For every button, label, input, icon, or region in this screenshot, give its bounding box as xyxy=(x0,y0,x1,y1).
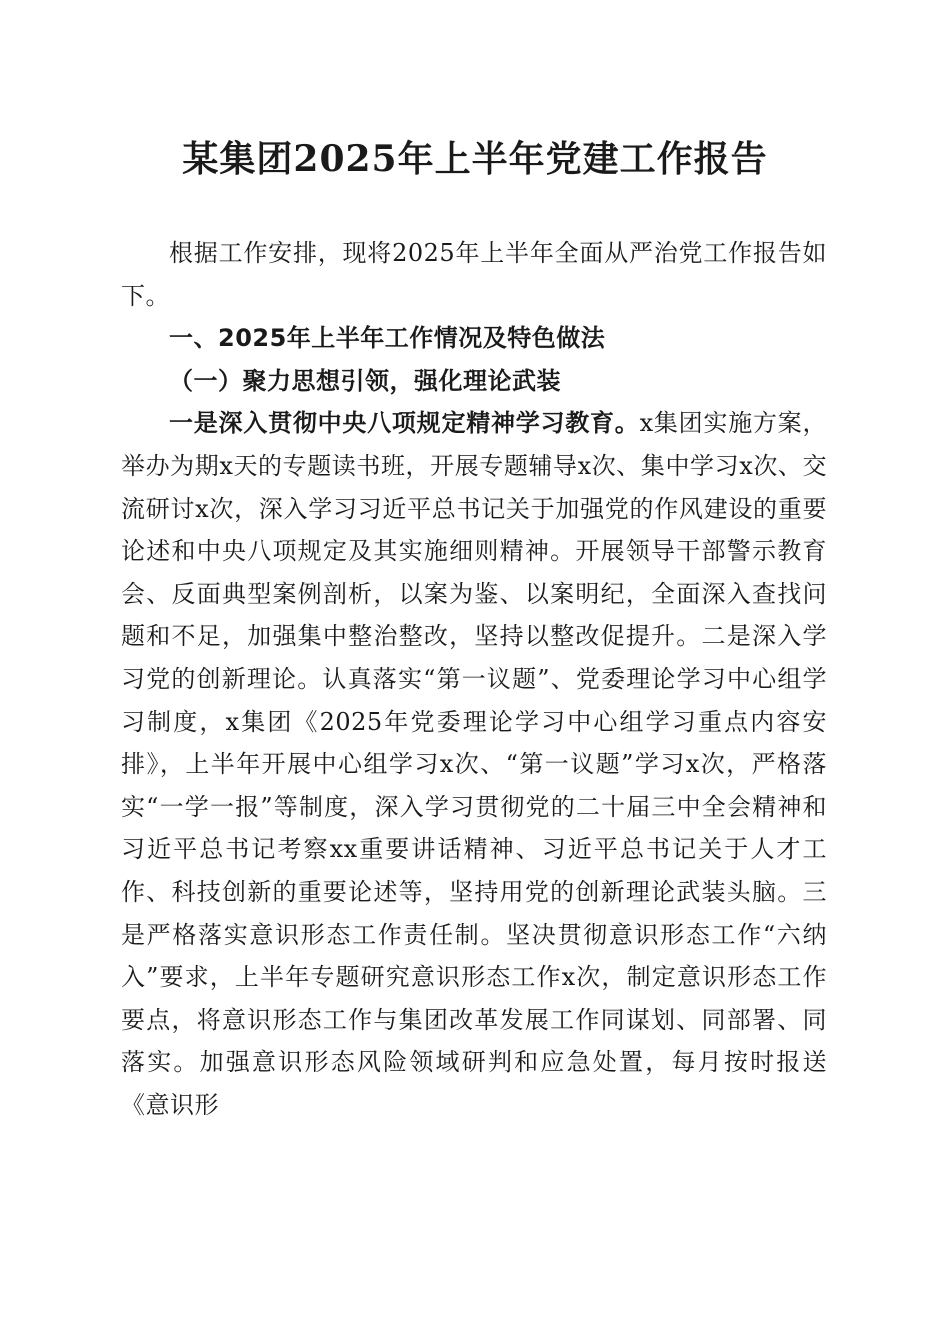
paragraph-body: x集团实施方案，举办为期x天的专题读书班，开展专题辅导x次、集中学习x次、交流研讨x次，深入学习习近平总书记关于加强党的作风建设的重要论述和中央八项规定及其实施细则精神。开展领导干部警示教育会、反面典型案例剖析，以案为鉴、以案明纪，全面深入查找问题和不足，加强集中整治整改，坚持以整改促提升。二是深入学习党的创新理论。认真落实“第一议题”、党委理论学习中心组学习制度，x集团《2025年党委理论学习中心组学习重点内容安排》，上半年开展中心组学习x次、“第一议题”学习x次，严格落实“一学一报”等制度，深入学习贯彻党的二十届三中全会精神和习近平总书记考察xx重要讲话精神、习近平总书记关于人才工作、科技创新的重要论述等，坚持用党的创新理论武装头脑。三是严格落实意识形态工作责任制。坚决贯彻意识形态工作“六纳入”要求，上半年专题研究意识形态工作x次，制定意识形态工作要点，将意识形态工作与集团改革发展工作同谋划、同部署、同落实。加强意识形态风险领域研判和应急处置，每月按时报送《意识形 xyxy=(121,409,828,1119)
document-title: 某集团2025年上半年党建工作报告 xyxy=(182,138,768,180)
paragraph-lead: 一是深入贯彻中央八项规定精神学习教育。 xyxy=(169,408,640,438)
intro-paragraph: 根据工作安排，现将2025年上半年全面从严治党工作报告如下。 xyxy=(121,239,827,310)
subsection-heading-1: （一）聚力思想引领，强化理论武装 xyxy=(169,365,561,395)
document-body xyxy=(121,232,827,1126)
body-paragraph-1 xyxy=(121,402,827,1126)
section-heading-1: 一、2025年上半年工作情况及特色做法 xyxy=(169,324,606,353)
